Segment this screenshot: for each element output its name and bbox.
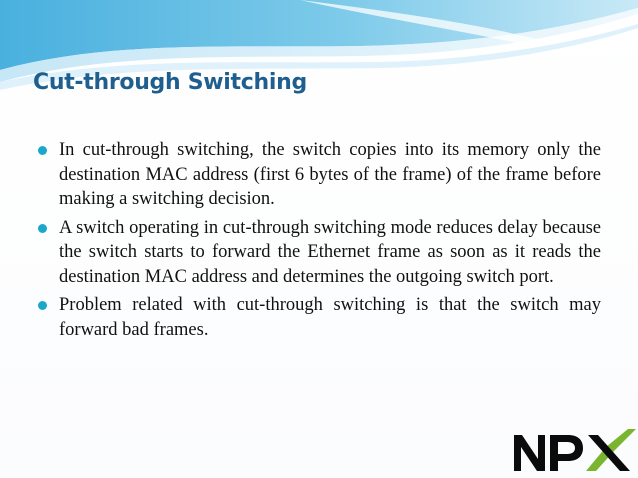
bullet-dot-icon <box>38 224 47 233</box>
bullet-item <box>38 138 601 212</box>
bullet-text: A switch operating in cut-through switching mode reduces delay because the switch starts to forward the Ethernet frame as soon as it reads the destination MAC address and determines the outgoing switch port. <box>59 217 601 287</box>
bullet-dot-icon <box>38 146 47 155</box>
bullet-text: In cut-through switching, the switch copies into its memory only the destination MAC address (first 6 bytes of the frame) of the frame before making a switching decision. <box>59 140 601 209</box>
npx-logo-icon <box>510 427 638 475</box>
bullet-text: Problem related with cut-through switching is that the switch may forward bad frames. <box>59 295 601 340</box>
bullet-item <box>38 293 601 342</box>
npx-logo <box>510 427 638 475</box>
slide-title: Cut-through Switching <box>33 70 307 95</box>
bullet-list <box>38 138 601 346</box>
bullet-item <box>38 216 601 290</box>
bullet-dot-icon <box>38 301 47 310</box>
